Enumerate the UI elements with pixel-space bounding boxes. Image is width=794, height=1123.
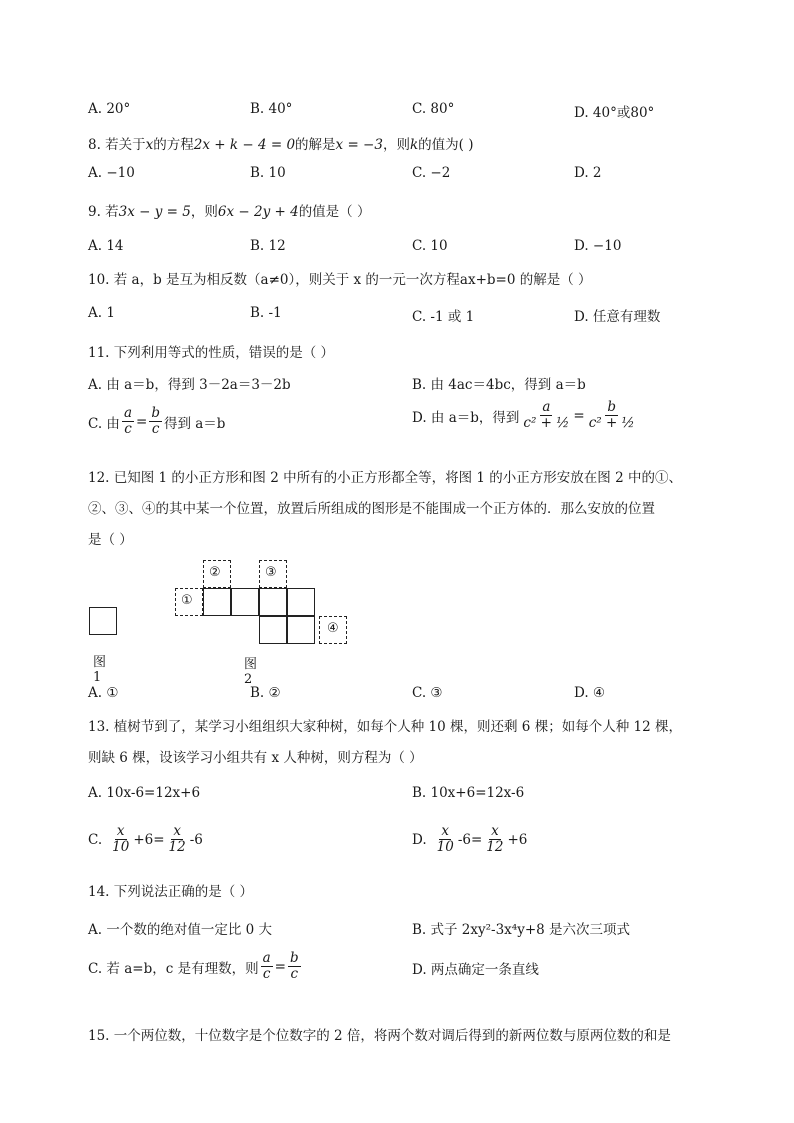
q9-expression: 6x − 2y + 4 xyxy=(217,204,299,220)
fig2-square xyxy=(259,616,287,644)
q8-var-x: x xyxy=(145,137,154,153)
q10-option-b: B. -1 xyxy=(250,305,282,321)
q11-d-fraction-2 xyxy=(587,400,637,431)
q12-option-b: B. ② xyxy=(250,685,281,701)
q11-d-den2: c² + ½ xyxy=(588,415,635,431)
q9-text-mid: ，则 xyxy=(190,204,218,220)
q13-c-fraction-2 xyxy=(167,824,188,855)
q11-d-num2: b xyxy=(607,399,616,415)
q8-option-d: D. 2 xyxy=(574,165,602,181)
q13-d-mid: -6= xyxy=(457,831,483,848)
q12-option-a: A. ① xyxy=(88,685,119,701)
q14-c-num1: a xyxy=(262,950,271,966)
fig2-position-3-label: ③ xyxy=(265,565,277,580)
q8-var-k: k xyxy=(409,137,419,153)
q13-d-num2: x xyxy=(491,823,499,839)
q14-c-fraction-2 xyxy=(288,951,301,982)
q7-option-b: B. 40° xyxy=(250,101,293,117)
q14-option-b: B. 式子 2xy²-3x⁴y+8 是六次三项式 xyxy=(412,922,631,938)
q9-text-end: 的值是（ ） xyxy=(298,204,371,220)
q11-option-d xyxy=(412,400,639,431)
q12-option-c: C. ③ xyxy=(412,685,443,701)
q12-stem-line1: 12. 已知图 1 的小正方形和图 2 中所有的小正方形都全等，将图 1 的小正方形安放在图 2 中的①、 xyxy=(88,470,682,486)
fig2-square xyxy=(231,588,259,616)
q13-c-pre: C. xyxy=(88,831,103,848)
q11-c-post: 得到 a＝b xyxy=(163,415,226,432)
q13-d-num1: x xyxy=(441,823,450,839)
fig2-square xyxy=(287,588,315,616)
q13-d-den2: 12 xyxy=(486,839,504,855)
q11-c-den2: c xyxy=(151,421,160,437)
fig2-position-1-label: ① xyxy=(181,593,193,608)
q10-stem: 10. 若 a，b 是互为相反数（a≠0），则关于 x 的一元一次方程ax+b=0 的解是（ ） xyxy=(88,272,592,288)
q14-stem: 14. 下列说法正确的是（ ） xyxy=(88,884,254,900)
q7-option-c: C. 80° xyxy=(412,101,455,117)
q11-c-num1: a xyxy=(123,405,132,421)
q13-option-d xyxy=(412,824,527,855)
q8-text-pre: 8. 若关于 xyxy=(88,137,146,153)
q8-solution: x = −3 xyxy=(335,137,383,153)
q8-text-mid: 的方程 xyxy=(153,137,194,153)
q12-stem-line3: 是（ ） xyxy=(88,532,133,548)
fig2-square xyxy=(259,588,287,616)
q11-option-c xyxy=(88,406,225,437)
q11-d-den1: c² + ½ xyxy=(523,415,570,431)
q13-d-fraction-2 xyxy=(484,824,505,855)
q13-c-den1: 10 xyxy=(112,839,130,855)
q13-c-num2: x xyxy=(173,823,181,839)
q8-equation: 2x + k − 4 = 0 xyxy=(193,137,296,153)
q13-d-pre: D. xyxy=(412,831,427,848)
q13-c-num1: x xyxy=(116,823,125,839)
q13-c-post: -6 xyxy=(189,831,203,848)
q13-d-fraction-1 xyxy=(435,824,456,855)
q15-stem: 15. 一个两位数，十位数字是个位数字的 2 倍，将两个数对调后得到的新两位数与原两位数的和是 xyxy=(88,1028,671,1044)
q11-c-num2: b xyxy=(151,405,160,421)
q14-c-eq: = xyxy=(274,958,286,975)
fig2-square xyxy=(203,588,231,616)
q11-d-pre: D. 由 a＝b，得到 xyxy=(412,409,520,426)
q9-option-b: B. 12 xyxy=(250,238,286,254)
q13-option-c xyxy=(88,824,203,855)
q7-option-d: D. 40°或80° xyxy=(574,105,655,121)
q10-option-c: C. -1 或 1 xyxy=(412,309,475,325)
q11-c-eq: = xyxy=(136,413,148,430)
q11-option-a: A. 由 a＝b，得到 3－2a＝3－2b xyxy=(88,377,291,393)
q11-c-fraction-1 xyxy=(122,406,134,437)
q9-option-d: D. −10 xyxy=(574,238,622,254)
q11-d-eq: = xyxy=(573,407,585,424)
q10-option-d: D. 任意有理数 xyxy=(574,309,661,325)
q11-d-fraction-1 xyxy=(521,400,571,431)
fig2-position-2-label: ② xyxy=(209,565,221,580)
q8-text-sol: 的解是 xyxy=(295,137,336,153)
q8-option-c: C. −2 xyxy=(412,165,451,181)
q12-option-d: D. ④ xyxy=(574,685,606,701)
fig2-position-4-label: ④ xyxy=(327,621,339,636)
q13-d-den1: 10 xyxy=(436,839,454,855)
q13-option-b: B. 10x+6=12x-6 xyxy=(412,785,525,801)
q14-c-num2: b xyxy=(289,950,299,966)
q14-option-d: D. 两点确定一条直线 xyxy=(412,962,539,978)
q9-text-pre: 9. 若 xyxy=(88,204,119,220)
q14-c-fraction-1 xyxy=(261,951,273,982)
q8-option-a: A. −10 xyxy=(88,165,135,181)
fig2-label: 图2 xyxy=(244,657,258,687)
q9-condition: 3x − y = 5 xyxy=(118,204,191,220)
q11-stem: 11. 下列利用等式的性质，错误的是（ ） xyxy=(88,345,335,361)
q11-d-num1: a xyxy=(542,399,551,415)
q13-c-mid: +6= xyxy=(133,831,165,848)
q14-c-den2: c xyxy=(290,966,299,982)
q11-c-fraction-2 xyxy=(149,406,162,437)
q13-stem-line1: 13. 植树节到了，某学习小组组织大家种树，如每个人种 10 棵，则还剩 6 棵；如每个人种 12 棵， xyxy=(88,719,682,735)
q9-stem xyxy=(88,200,718,220)
q8-stem xyxy=(88,133,718,153)
q9-option-c: C. 10 xyxy=(412,238,448,254)
q8-option-b: B. 10 xyxy=(250,165,286,181)
q8-text-post: ，则 xyxy=(382,137,410,153)
q14-c-den1: c xyxy=(262,966,271,982)
q13-stem-line2: 则缺 6 棵，设该学习小组共有 x 人种树，则方程为（ ） xyxy=(88,750,423,766)
q9-option-a: A. 14 xyxy=(88,238,124,254)
fig2-square xyxy=(287,616,315,644)
q14-c-pre: C. 若 a=b，c 是有理数，则 xyxy=(88,960,259,977)
q11-c-den1: c xyxy=(124,421,132,437)
q11-option-b: B. 由 4ac＝4bc，得到 a＝b xyxy=(412,377,586,393)
q10-option-a: A. 1 xyxy=(88,305,115,321)
fig1-label: 图1 xyxy=(93,655,107,685)
q13-c-fraction-1 xyxy=(110,824,131,855)
fig1-square xyxy=(89,607,117,635)
q13-option-a: A. 10x-6=12x+6 xyxy=(88,785,201,801)
q13-d-post: +6 xyxy=(507,831,528,848)
q13-c-den2: 12 xyxy=(168,839,186,855)
q8-text-end: 的值为( ) xyxy=(418,137,474,153)
q12-stem-line2: ②、③、④的其中某一个位置，放置后所组成的图形是不能围成一个正方体的．那么安放的位置 xyxy=(88,501,655,517)
q11-c-pre: C. 由 xyxy=(88,415,120,432)
q7-option-a: A. 20° xyxy=(88,101,131,117)
q14-option-c xyxy=(88,951,303,982)
q14-option-a: A. 一个数的绝对值一定比 0 大 xyxy=(88,922,273,938)
